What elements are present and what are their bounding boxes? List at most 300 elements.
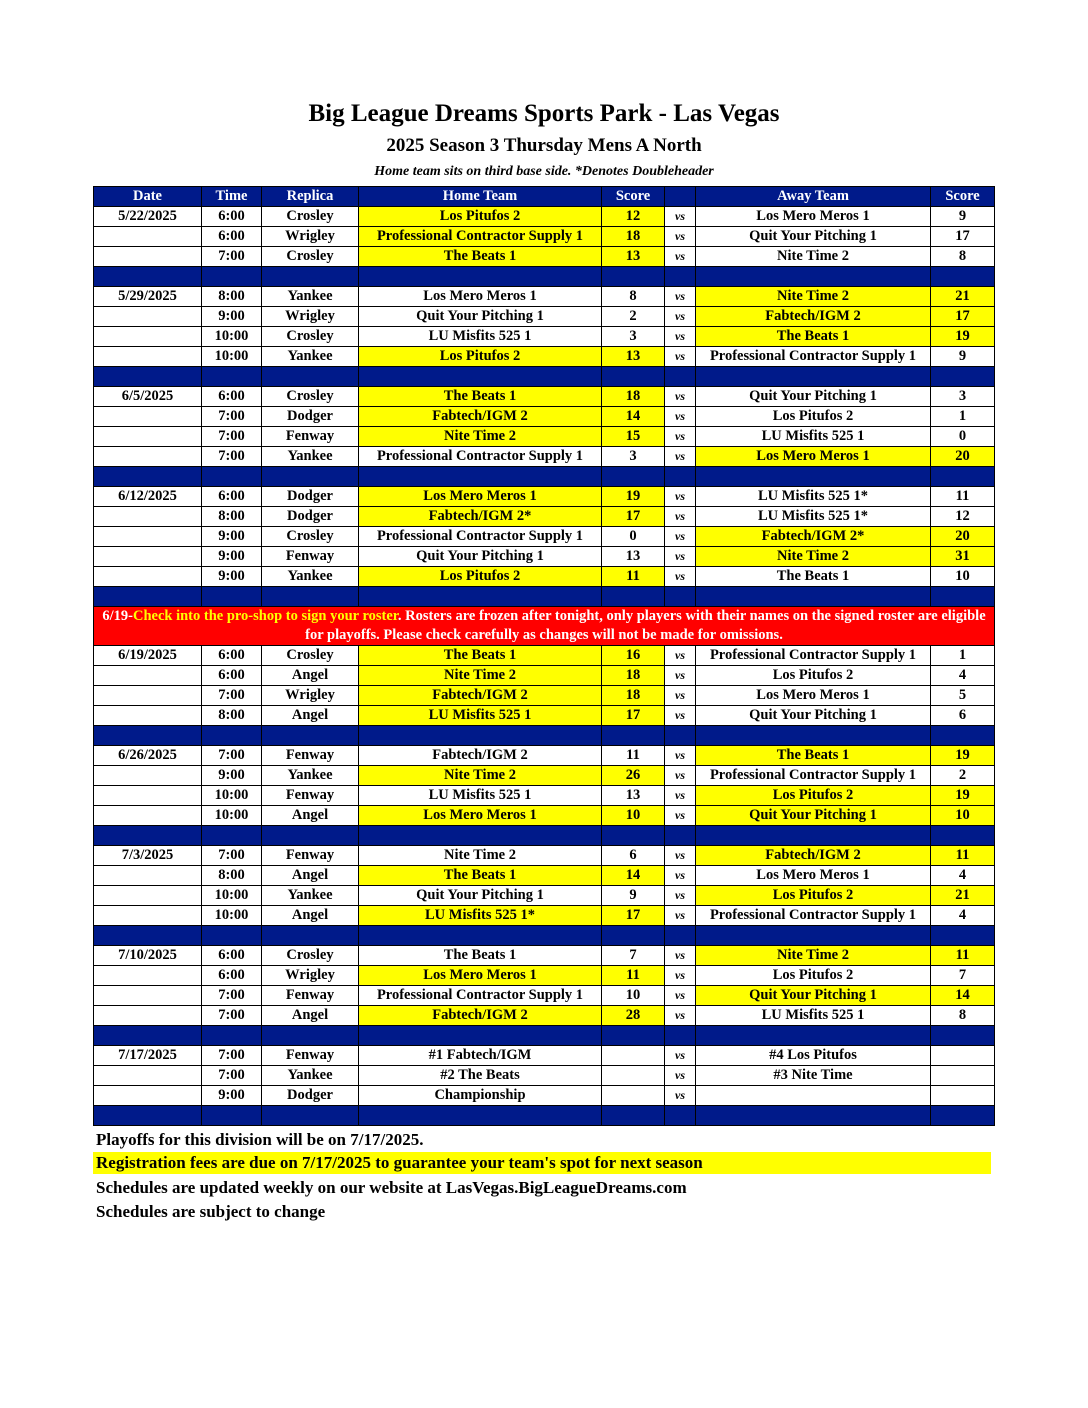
separator-cell [665, 1026, 696, 1046]
separator-cell [262, 267, 359, 287]
away-team-cell: LU Misfits 525 1* [696, 507, 931, 527]
away-team-cell: Fabtech/IGM 2 [696, 846, 931, 866]
vs-cell: vs [665, 347, 696, 367]
date-cell [94, 706, 202, 726]
vs-cell: vs [665, 746, 696, 766]
time-cell: 9:00 [202, 527, 262, 547]
separator-cell [359, 467, 602, 487]
home-team-cell: The Beats 1 [359, 646, 602, 666]
date-cell [94, 906, 202, 926]
date-cell [94, 567, 202, 587]
home-team-cell: Quit Your Pitching 1 [359, 886, 602, 906]
home-score-cell: 12 [602, 207, 665, 227]
time-cell: 7:00 [202, 447, 262, 467]
replica-cell: Fenway [262, 846, 359, 866]
away-score-cell: 19 [931, 786, 995, 806]
time-cell: 10:00 [202, 327, 262, 347]
replica-cell: Crosley [262, 527, 359, 547]
separator-cell [202, 267, 262, 287]
vs-cell: vs [665, 846, 696, 866]
time-cell: 7:00 [202, 846, 262, 866]
replica-cell: Yankee [262, 347, 359, 367]
replica-cell: Crosley [262, 946, 359, 966]
col-header-away-score: Score [931, 187, 995, 207]
date-cell [94, 686, 202, 706]
replica-cell: Angel [262, 666, 359, 686]
date-cell [94, 507, 202, 527]
vs-cell: vs [665, 686, 696, 706]
date-cell: 6/5/2025 [94, 387, 202, 407]
away-score-cell: 0 [931, 427, 995, 447]
vs-cell: vs [665, 786, 696, 806]
col-header-time: Time [202, 187, 262, 207]
game-row [94, 387, 995, 407]
replica-cell: Wrigley [262, 966, 359, 986]
replica-cell: Wrigley [262, 227, 359, 247]
replica-cell: Yankee [262, 886, 359, 906]
time-cell: 6:00 [202, 966, 262, 986]
away-team-cell: Los Mero Meros 1 [696, 207, 931, 227]
vs-cell: vs [665, 327, 696, 347]
separator-cell [262, 1106, 359, 1126]
game-row [94, 307, 995, 327]
separator-cell [359, 826, 602, 846]
separator-cell [665, 267, 696, 287]
home-score-cell: 6 [602, 846, 665, 866]
home-team-cell: Nite Time 2 [359, 766, 602, 786]
vs-cell: vs [665, 766, 696, 786]
away-score-cell: 17 [931, 227, 995, 247]
vs-cell: vs [665, 207, 696, 227]
separator-cell [202, 467, 262, 487]
away-score-cell: 7 [931, 966, 995, 986]
time-cell: 8:00 [202, 287, 262, 307]
vs-cell: vs [665, 407, 696, 427]
game-row [94, 906, 995, 926]
separator-cell [94, 1106, 202, 1126]
separator-cell [359, 587, 602, 607]
game-row [94, 846, 995, 866]
away-team-cell: Nite Time 2 [696, 946, 931, 966]
vs-cell: vs [665, 287, 696, 307]
game-row [94, 447, 995, 467]
separator-cell [262, 587, 359, 607]
vs-cell: vs [665, 307, 696, 327]
separator-cell [94, 726, 202, 746]
week-separator [94, 267, 995, 287]
replica-cell: Crosley [262, 327, 359, 347]
away-team-cell: Los Pitufos 2 [696, 966, 931, 986]
away-score-cell: 11 [931, 946, 995, 966]
away-score-cell: 31 [931, 547, 995, 567]
vs-cell: vs [665, 1086, 696, 1106]
home-team-cell: Los Mero Meros 1 [359, 487, 602, 507]
home-team-cell: Quit Your Pitching 1 [359, 307, 602, 327]
away-score-cell: 6 [931, 706, 995, 726]
replica-cell: Angel [262, 866, 359, 886]
date-cell: 5/22/2025 [94, 207, 202, 227]
date-cell [94, 527, 202, 547]
game-row [94, 946, 995, 966]
home-team-cell: #2 The Beats [359, 1066, 602, 1086]
away-score-cell: 4 [931, 866, 995, 886]
separator-cell [602, 926, 665, 946]
vs-cell: vs [665, 966, 696, 986]
time-cell: 6:00 [202, 946, 262, 966]
schedule-note: Home team sits on third base side. *Denotes Doubleheader [374, 164, 714, 179]
game-row [94, 407, 995, 427]
away-score-cell: 19 [931, 327, 995, 347]
col-header-vs [665, 187, 696, 207]
home-score-cell: 19 [602, 487, 665, 507]
game-row [94, 1086, 995, 1106]
separator-cell [262, 726, 359, 746]
game-row [94, 986, 995, 1006]
away-score-cell: 10 [931, 567, 995, 587]
home-team-cell: LU Misfits 525 1 [359, 327, 602, 347]
vs-cell: vs [665, 1006, 696, 1026]
replica-cell: Yankee [262, 567, 359, 587]
separator-cell [602, 826, 665, 846]
game-row [94, 567, 995, 587]
col-header-home-team: Home Team [359, 187, 602, 207]
separator-cell [94, 926, 202, 946]
time-cell: 7:00 [202, 247, 262, 267]
vs-cell: vs [665, 806, 696, 826]
separator-cell [665, 826, 696, 846]
schedule-table [93, 186, 995, 1126]
away-team-cell: LU Misfits 525 1 [696, 1006, 931, 1026]
date-cell [94, 427, 202, 447]
home-score-cell: 28 [602, 1006, 665, 1026]
date-cell [94, 1086, 202, 1106]
home-score-cell: 0 [602, 527, 665, 547]
time-cell: 7:00 [202, 427, 262, 447]
schedule-body [94, 207, 995, 1126]
home-score-cell: 18 [602, 686, 665, 706]
time-cell: 8:00 [202, 706, 262, 726]
registration-note: Registration fees are due on 7/17/2025 to guarantee your team's spot for next season [93, 1152, 991, 1174]
away-team-cell: Nite Time 2 [696, 287, 931, 307]
game-row [94, 646, 995, 666]
date-cell [94, 766, 202, 786]
time-cell: 6:00 [202, 227, 262, 247]
away-team-cell: Quit Your Pitching 1 [696, 986, 931, 1006]
away-team-cell: Los Pitufos 2 [696, 786, 931, 806]
home-score-cell: 18 [602, 387, 665, 407]
home-score-cell: 13 [602, 547, 665, 567]
away-team-cell: Fabtech/IGM 2* [696, 527, 931, 547]
separator-cell [931, 826, 995, 846]
time-cell: 7:00 [202, 407, 262, 427]
away-team-cell: Los Pitufos 2 [696, 886, 931, 906]
separator-cell [262, 826, 359, 846]
home-score-cell [602, 1046, 665, 1066]
time-cell: 6:00 [202, 487, 262, 507]
vs-cell: vs [665, 946, 696, 966]
home-score-cell: 10 [602, 806, 665, 826]
home-team-cell: Professional Contractor Supply 1 [359, 986, 602, 1006]
time-cell: 7:00 [202, 986, 262, 1006]
time-cell: 7:00 [202, 1066, 262, 1086]
replica-cell: Crosley [262, 247, 359, 267]
home-team-cell: #1 Fabtech/IGM [359, 1046, 602, 1066]
separator-cell [931, 367, 995, 387]
away-team-cell: The Beats 1 [696, 327, 931, 347]
separator-cell [262, 926, 359, 946]
home-team-cell: Professional Contractor Supply 1 [359, 527, 602, 547]
game-row [94, 427, 995, 447]
game-row [94, 327, 995, 347]
home-team-cell: Professional Contractor Supply 1 [359, 447, 602, 467]
separator-cell [602, 726, 665, 746]
replica-cell: Yankee [262, 766, 359, 786]
separator-cell [94, 1026, 202, 1046]
home-team-cell: Los Pitufos 2 [359, 567, 602, 587]
home-score-cell [602, 1086, 665, 1106]
date-cell [94, 347, 202, 367]
away-team-cell: Professional Contractor Supply 1 [696, 646, 931, 666]
away-team-cell: The Beats 1 [696, 746, 931, 766]
date-cell [94, 447, 202, 467]
home-score-cell: 11 [602, 746, 665, 766]
time-cell: 10:00 [202, 886, 262, 906]
separator-cell [94, 587, 202, 607]
date-cell: 6/12/2025 [94, 487, 202, 507]
home-team-cell: Los Pitufos 2 [359, 347, 602, 367]
vs-cell: vs [665, 487, 696, 507]
game-row [94, 207, 995, 227]
home-team-cell: Fabtech/IGM 2 [359, 1006, 602, 1026]
home-team-cell: Quit Your Pitching 1 [359, 547, 602, 567]
week-separator [94, 467, 995, 487]
notice-text: . Rosters are frozen after tonight, only players with their names on the signed roster are eligible for playoffs. Please check carefully as changes will not be made for omissions. [305, 608, 986, 643]
home-score-cell: 15 [602, 427, 665, 447]
time-cell: 7:00 [202, 1006, 262, 1026]
time-cell: 9:00 [202, 307, 262, 327]
separator-cell [94, 826, 202, 846]
table-header-row [94, 187, 995, 207]
col-header-date: Date [94, 187, 202, 207]
vs-cell: vs [665, 547, 696, 567]
replica-cell: Fenway [262, 746, 359, 766]
separator-cell [696, 467, 931, 487]
separator-cell [931, 1106, 995, 1126]
away-team-cell [696, 1086, 931, 1106]
home-score-cell: 17 [602, 706, 665, 726]
website-note: Schedules are updated weekly on our website at LasVegas.BigLeagueDreams.com [96, 1178, 687, 1197]
replica-cell: Wrigley [262, 686, 359, 706]
game-row [94, 1066, 995, 1086]
home-score-cell: 13 [602, 786, 665, 806]
home-score-cell: 2 [602, 307, 665, 327]
separator-cell [359, 1026, 602, 1046]
vs-cell: vs [665, 507, 696, 527]
home-score-cell [602, 1066, 665, 1086]
away-team-cell: Quit Your Pitching 1 [696, 706, 931, 726]
date-cell [94, 1006, 202, 1026]
separator-cell [696, 726, 931, 746]
away-team-cell: Nite Time 2 [696, 247, 931, 267]
roster-notice [94, 607, 995, 646]
separator-cell [359, 367, 602, 387]
replica-cell: Dodger [262, 1086, 359, 1106]
separator-cell [602, 1106, 665, 1126]
home-score-cell: 13 [602, 247, 665, 267]
vs-cell: vs [665, 427, 696, 447]
home-team-cell: Los Mero Meros 1 [359, 287, 602, 307]
away-team-cell: Quit Your Pitching 1 [696, 387, 931, 407]
date-cell [94, 866, 202, 886]
replica-cell: Crosley [262, 646, 359, 666]
game-row [94, 487, 995, 507]
col-header-home-score: Score [602, 187, 665, 207]
home-team-cell: The Beats 1 [359, 866, 602, 886]
date-cell: 5/29/2025 [94, 287, 202, 307]
replica-cell: Crosley [262, 387, 359, 407]
home-team-cell: Fabtech/IGM 2 [359, 407, 602, 427]
away-team-cell: The Beats 1 [696, 567, 931, 587]
game-row [94, 347, 995, 367]
col-header-replica: Replica [262, 187, 359, 207]
home-team-cell: The Beats 1 [359, 946, 602, 966]
game-row [94, 547, 995, 567]
away-score-cell: 2 [931, 766, 995, 786]
away-team-cell: Los Pitufos 2 [696, 407, 931, 427]
separator-cell [696, 826, 931, 846]
vs-cell: vs [665, 666, 696, 686]
date-cell [94, 966, 202, 986]
page-title: Big League Dreams Sports Park - Las Vegas [308, 100, 780, 127]
away-team-cell: Los Mero Meros 1 [696, 866, 931, 886]
vs-cell: vs [665, 527, 696, 547]
separator-cell [931, 587, 995, 607]
away-score-cell: 14 [931, 986, 995, 1006]
replica-cell: Fenway [262, 1046, 359, 1066]
away-score-cell: 8 [931, 247, 995, 267]
week-separator [94, 587, 995, 607]
replica-cell: Fenway [262, 427, 359, 447]
time-cell: 8:00 [202, 866, 262, 886]
week-separator [94, 726, 995, 746]
separator-cell [696, 267, 931, 287]
replica-cell: Angel [262, 706, 359, 726]
time-cell: 7:00 [202, 746, 262, 766]
date-cell [94, 786, 202, 806]
away-team-cell: Los Mero Meros 1 [696, 447, 931, 467]
date-cell [94, 227, 202, 247]
separator-cell [94, 267, 202, 287]
separator-cell [202, 587, 262, 607]
vs-cell: vs [665, 646, 696, 666]
week-separator [94, 367, 995, 387]
game-row [94, 527, 995, 547]
separator-cell [665, 926, 696, 946]
home-score-cell: 8 [602, 287, 665, 307]
separator-cell [262, 367, 359, 387]
date-cell [94, 1066, 202, 1086]
vs-cell: vs [665, 906, 696, 926]
replica-cell: Fenway [262, 986, 359, 1006]
vs-cell: vs [665, 247, 696, 267]
away-team-cell: Quit Your Pitching 1 [696, 227, 931, 247]
home-team-cell: Fabtech/IGM 2 [359, 746, 602, 766]
date-cell: 6/26/2025 [94, 746, 202, 766]
time-cell: 9:00 [202, 547, 262, 567]
date-cell [94, 547, 202, 567]
vs-cell: vs [665, 227, 696, 247]
away-score-cell: 9 [931, 347, 995, 367]
vs-cell: vs [665, 447, 696, 467]
away-score-cell: 17 [931, 307, 995, 327]
home-score-cell: 14 [602, 407, 665, 427]
separator-cell [202, 926, 262, 946]
home-team-cell: Professional Contractor Supply 1 [359, 227, 602, 247]
col-header-away-team: Away Team [696, 187, 931, 207]
away-team-cell: #3 Nite Time [696, 1066, 931, 1086]
away-score-cell: 19 [931, 746, 995, 766]
notice-highlight: Check into the pro-shop to sign your roster [132, 608, 398, 624]
time-cell: 9:00 [202, 1086, 262, 1106]
vs-cell: vs [665, 866, 696, 886]
separator-cell [931, 926, 995, 946]
replica-cell: Dodger [262, 407, 359, 427]
away-score-cell: 9 [931, 207, 995, 227]
home-score-cell: 3 [602, 327, 665, 347]
game-row [94, 287, 995, 307]
date-cell [94, 247, 202, 267]
away-team-cell: Fabtech/IGM 2 [696, 307, 931, 327]
vs-cell: vs [665, 567, 696, 587]
replica-cell: Yankee [262, 1066, 359, 1086]
separator-cell [696, 1026, 931, 1046]
time-cell: 7:00 [202, 1046, 262, 1066]
replica-cell: Angel [262, 806, 359, 826]
week-separator [94, 1106, 995, 1126]
home-score-cell: 13 [602, 347, 665, 367]
separator-cell [931, 467, 995, 487]
separator-cell [359, 1106, 602, 1126]
week-separator [94, 826, 995, 846]
separator-cell [202, 1026, 262, 1046]
separator-cell [94, 467, 202, 487]
week-separator [94, 1026, 995, 1046]
home-score-cell: 17 [602, 507, 665, 527]
vs-cell: vs [665, 706, 696, 726]
separator-cell [262, 467, 359, 487]
date-cell [94, 327, 202, 347]
home-score-cell: 18 [602, 227, 665, 247]
home-score-cell: 16 [602, 646, 665, 666]
game-row [94, 227, 995, 247]
replica-cell: Fenway [262, 547, 359, 567]
away-team-cell: LU Misfits 525 1 [696, 427, 931, 447]
away-score-cell: 21 [931, 287, 995, 307]
separator-cell [602, 467, 665, 487]
away-team-cell: Quit Your Pitching 1 [696, 806, 931, 826]
away-score-cell: 11 [931, 846, 995, 866]
home-score-cell: 11 [602, 567, 665, 587]
vs-cell: vs [665, 1046, 696, 1066]
home-score-cell: 17 [602, 906, 665, 926]
away-score-cell: 4 [931, 666, 995, 686]
date-cell [94, 307, 202, 327]
home-team-cell: Fabtech/IGM 2 [359, 686, 602, 706]
date-cell [94, 986, 202, 1006]
separator-cell [359, 267, 602, 287]
separator-cell [202, 367, 262, 387]
time-cell: 8:00 [202, 507, 262, 527]
